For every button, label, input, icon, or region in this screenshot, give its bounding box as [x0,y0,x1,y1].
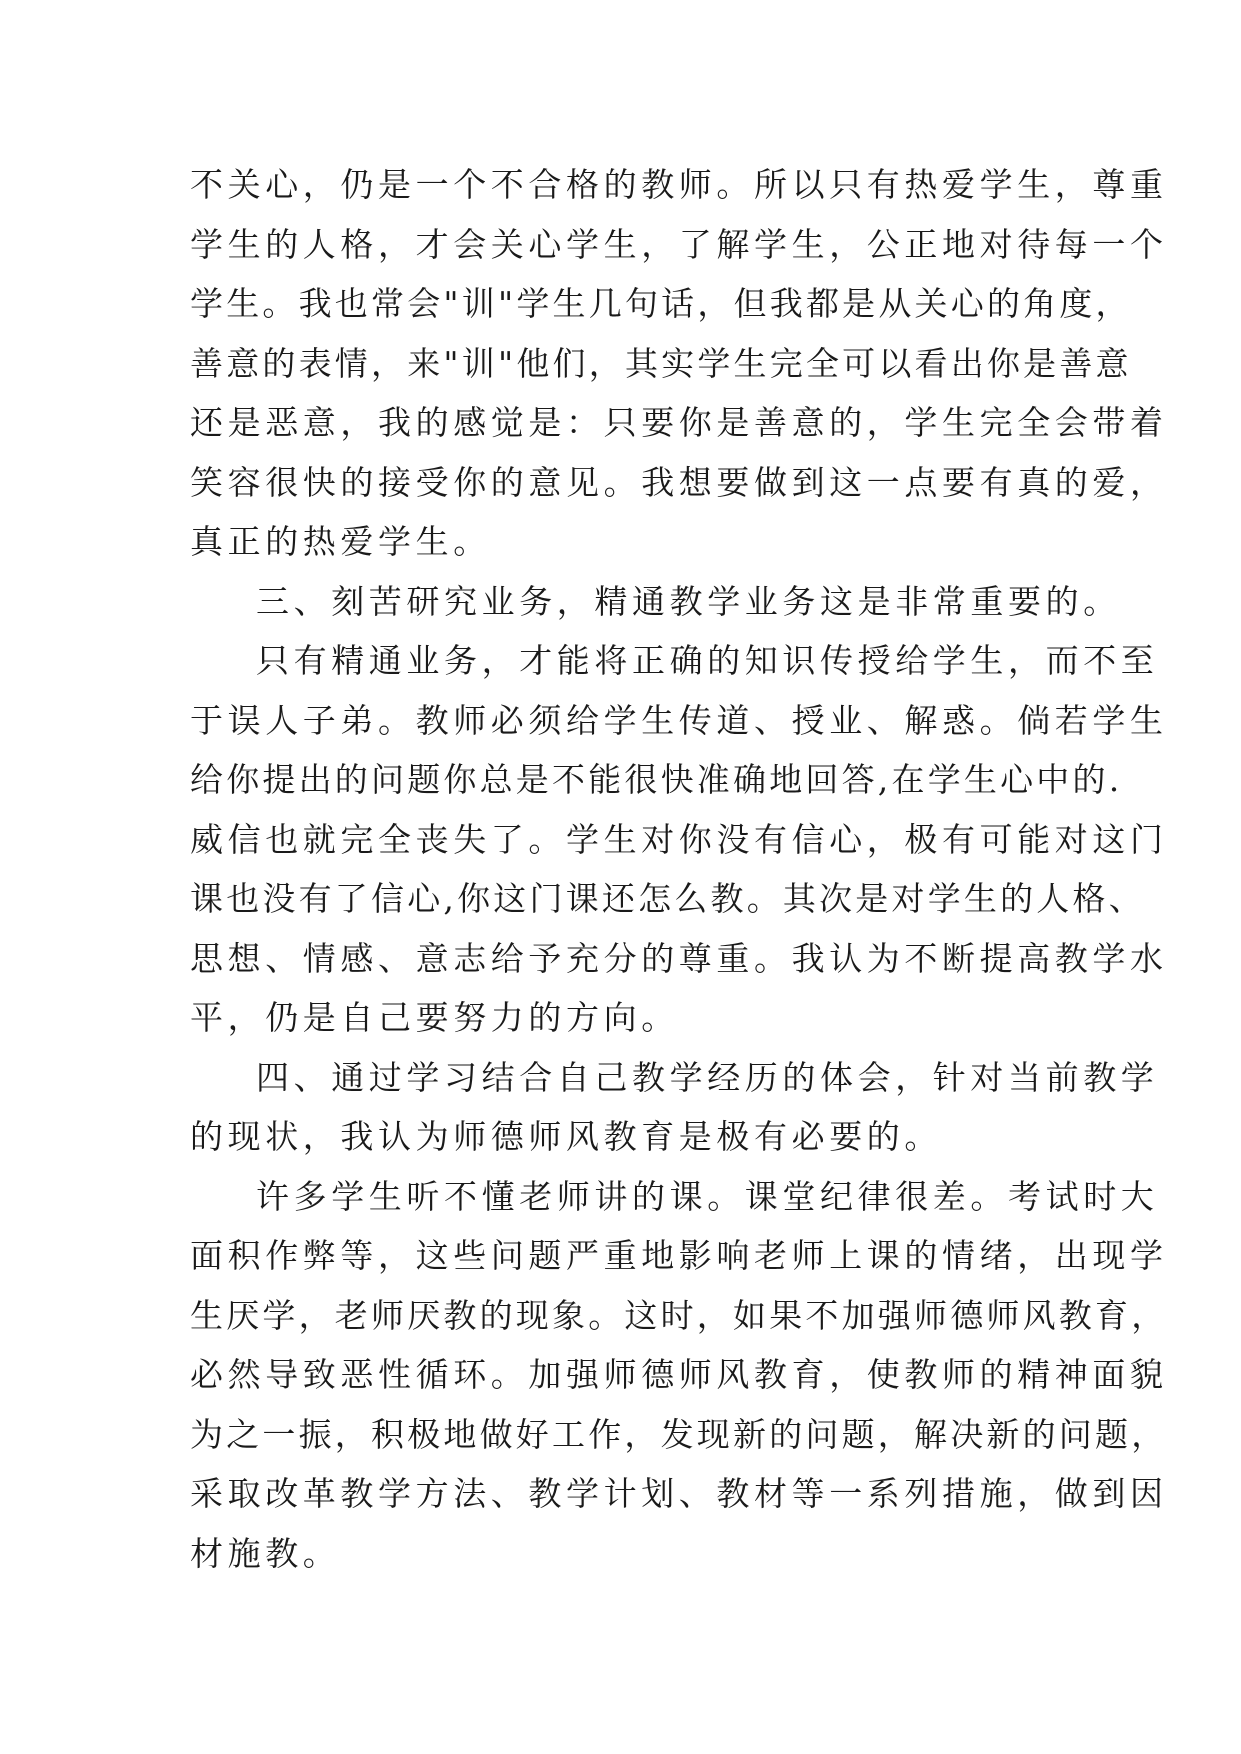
paragraph-start: 许多学生听不懂老师讲的课。课堂纪律很差。考试时大 [256,1176,1159,1216]
text-line: 必然导致恶性循环。加强师德师风教育，使教师的精神面貌 [190,1355,1168,1394]
text-line: 采取改革教学方法、教学计划、教材等一系列措施，做到因 [190,1474,1168,1513]
text-line: 思想、情感、意志给予充分的尊重。我认为不断提高教学水 [190,938,1168,978]
text-line: 真正的热爱学生。 [190,522,491,561]
text-line: 学生。我也常会"训"学生几句话，但我都是从关心的角度， [190,284,1132,323]
section-heading: 四、通过学习结合自己教学经历的体会，针对当前教学 [256,1057,1159,1097]
paragraph-start: 只有精通业务，才能将正确的知识传授给学生，而不至 [256,641,1159,680]
section-heading: 三、刻苦研究业务，精通教学业务这是非常重要的。 [256,581,1121,621]
text-line: 的现状，我认为师德师风教育是极有必要的。 [190,1117,942,1156]
text-line: 笑容很快的接受你的意见。我想要做到这一点要有真的爱， [190,462,1168,502]
text-line: 课也没有了信心,你这门课还怎么教。其次是对学生的人格、 [190,879,1145,918]
text-line: 威信也就完全丧失了。学生对你没有信心，极有可能对这门 [190,819,1168,859]
text-line: 生厌学，老师厌教的现象。这时，如果不加强师德师风教育， [190,1295,1168,1335]
text-line: 学生的人格，才会关心学生，了解学生，公正地对待每一个 [190,224,1168,264]
text-line: 给你提出的问题你总是不能很快准确地回答,在学生心中的. [190,760,1123,799]
text-line: 材施教。 [190,1533,341,1573]
text-line: 善意的表情，来"训"他们，其实学生完全可以看出你是善意 [190,343,1132,383]
body-text [190,163,1168,1591]
text-line: 于误人子弟。教师必须给学生传道、授业、解惑。倘若学生 [190,700,1168,740]
text-line: 平，仍是自己要努力的方向。 [190,998,679,1037]
text-line: 还是恶意，我的感觉是：只要你是善意的，学生完全会带着 [190,403,1168,442]
text-line: 为之一振，积极地做好工作，发现新的问题，解决新的问题， [190,1414,1168,1454]
text-line: 不关心，仍是一个不合格的教师。所以只有热爱学生，尊重 [190,165,1168,204]
text-line: 面积作弊等，这些问题严重地影响老师上课的情绪，出现学 [190,1236,1168,1275]
